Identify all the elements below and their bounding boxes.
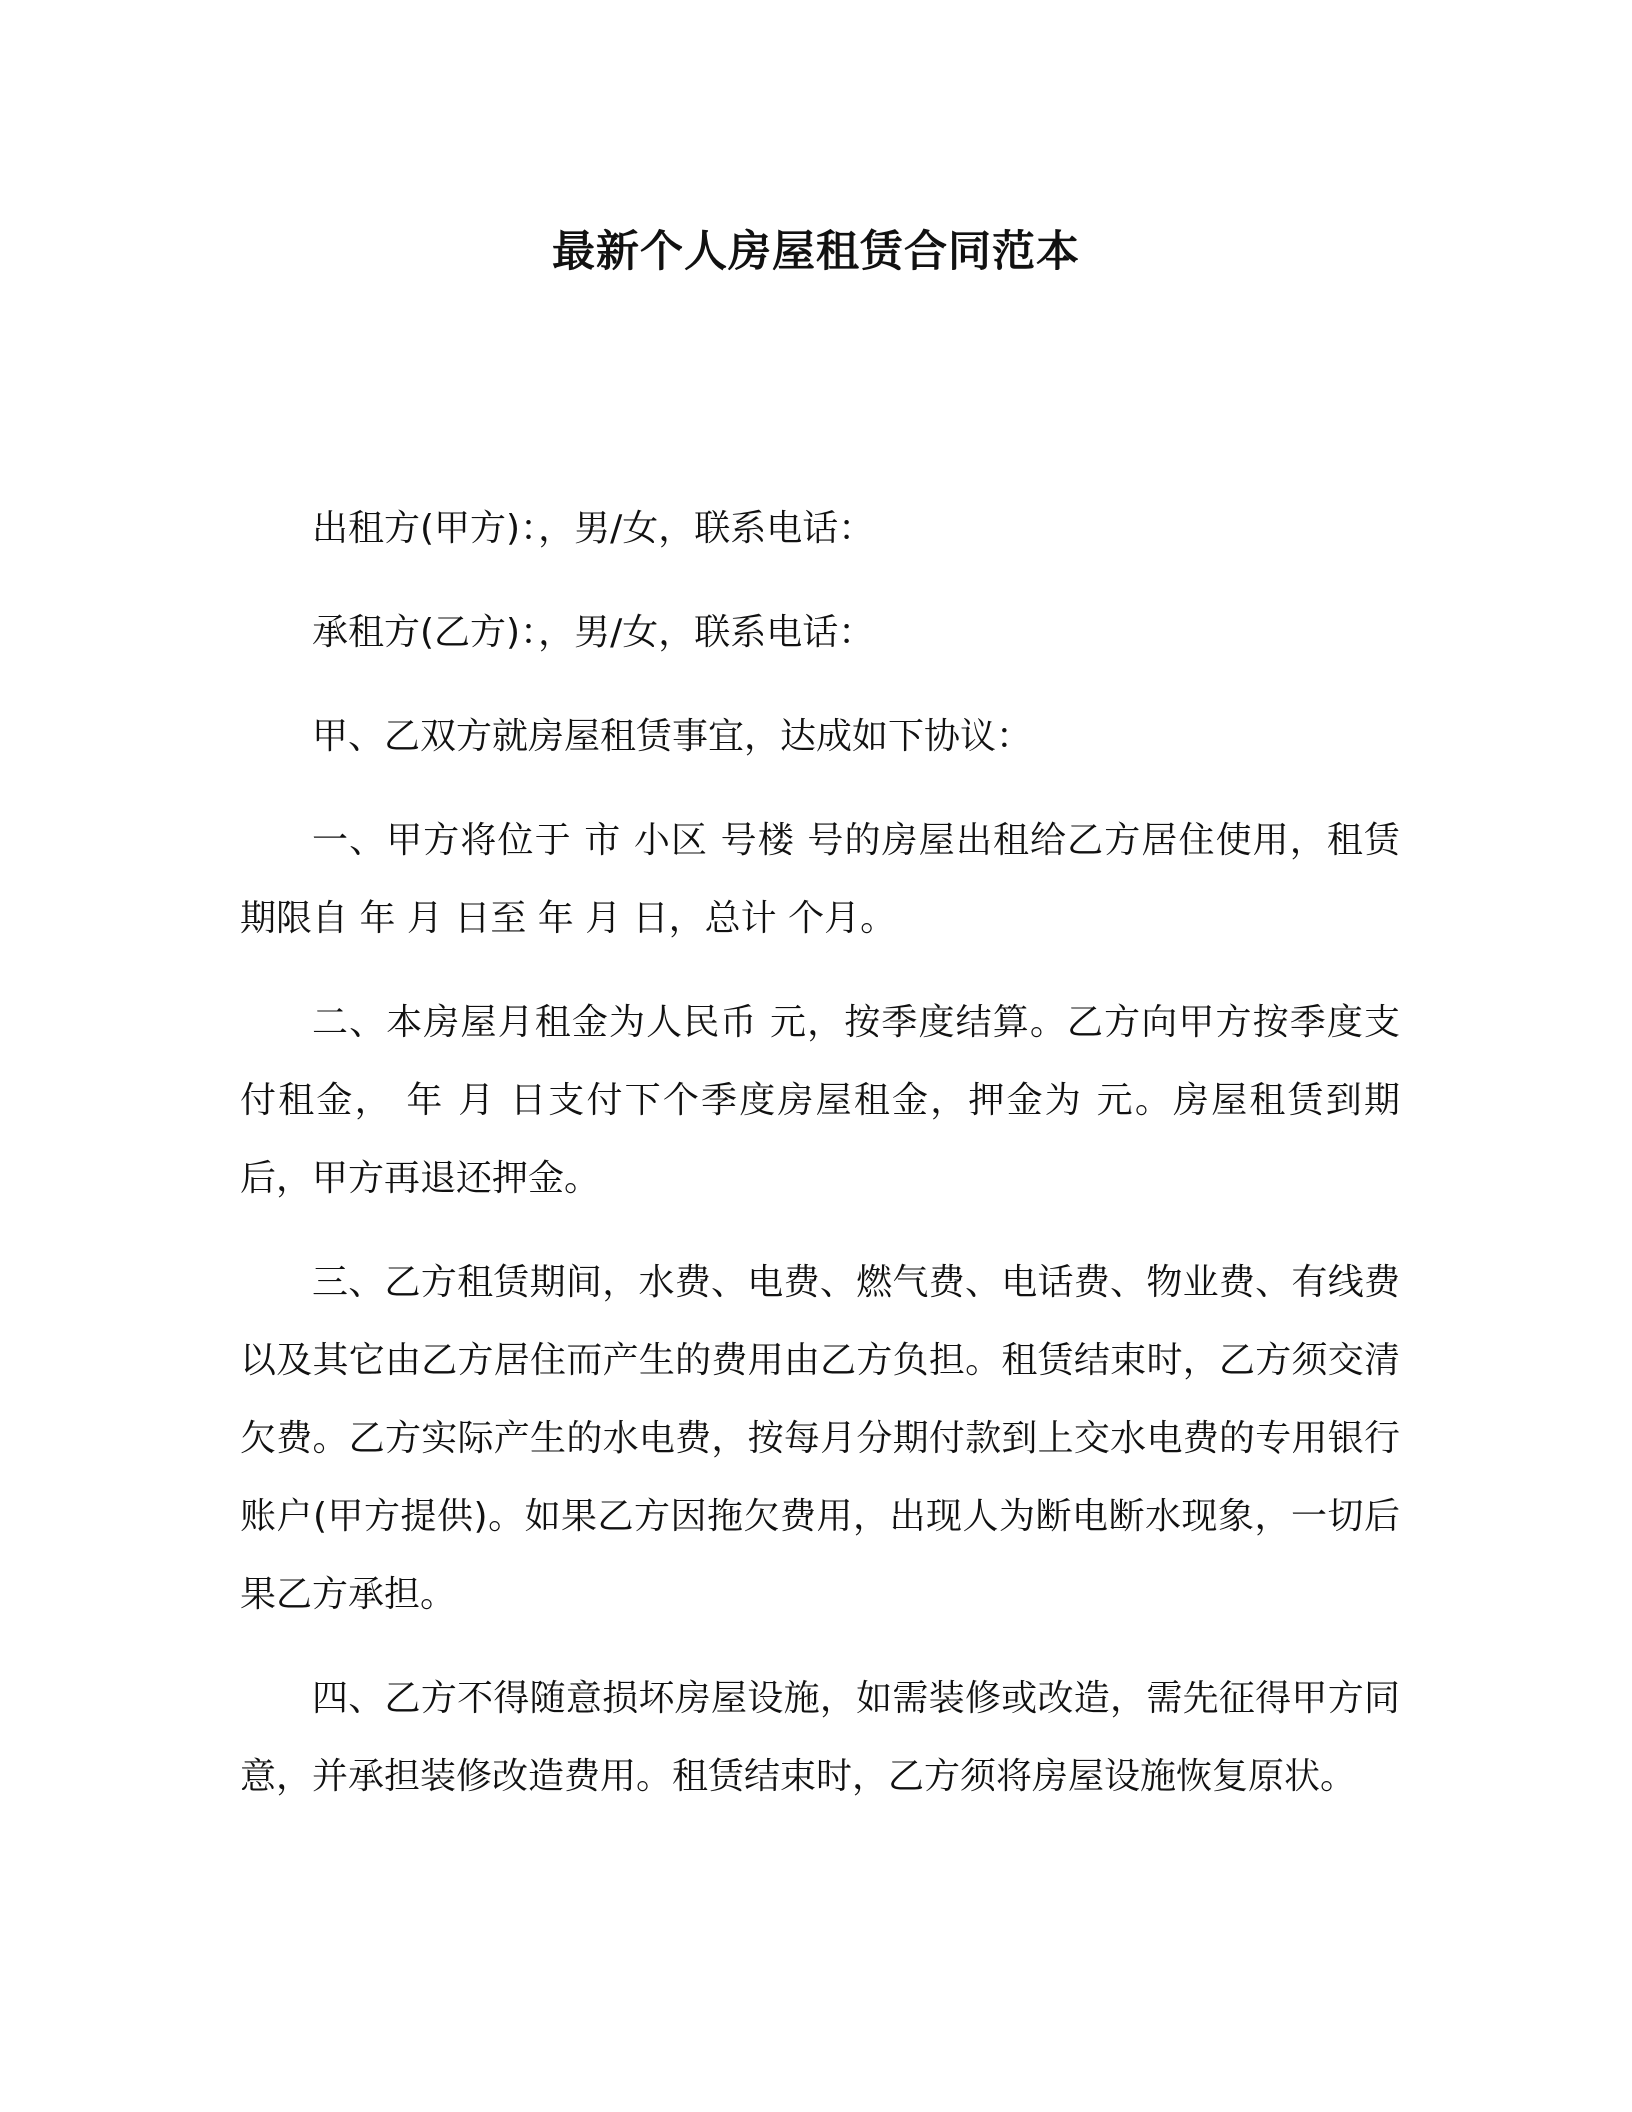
document-title: 最新个人房屋租赁合同范本 <box>552 227 1080 277</box>
lessor-line: 出租方(甲方)：，男/女，联系电话： <box>312 508 875 549</box>
lessee-line: 承租方(乙方)：，男/女，联系电话： <box>312 612 875 653</box>
agreement-intro: 甲、乙双方就房屋租赁事宜，达成如下协议： <box>312 716 1033 757</box>
document-body <box>240 490 1400 1842</box>
clause-4: 四、乙方不得随意损坏房屋设施，如需装修或改造，需先征得甲方同意，并承担装修改造费用。租赁结束时，乙方须将房屋设施恢复原状。 <box>240 1678 1400 1797</box>
clause-3: 三、乙方租赁期间，水费、电费、燃气费、电话费、物业费、有线费以及其它由乙方居住而产生的费用由乙方负担。租赁结束时，乙方须交清欠费。乙方实际产生的水电费，按每月分期付款到上交水电费的专用银行账户(甲方提供)。如果乙方因拖欠费用，出现人为断电断水现象，一切后果乙方承担。 <box>240 1262 1400 1615</box>
clause-1: 一、甲方将位于 市 小区 号楼 号的房屋出租给乙方居住使用，租赁期限自 年 月 日至 年 月 日，总计 个月。 <box>240 820 1400 939</box>
clause-2: 二、本房屋月租金为人民币 元，按季度结算。乙方向甲方按季度支付租金， 年 月 日支付下个季度房屋租金，押金为 元。房屋租赁到期后，甲方再退还押金。 <box>240 1002 1400 1199</box>
